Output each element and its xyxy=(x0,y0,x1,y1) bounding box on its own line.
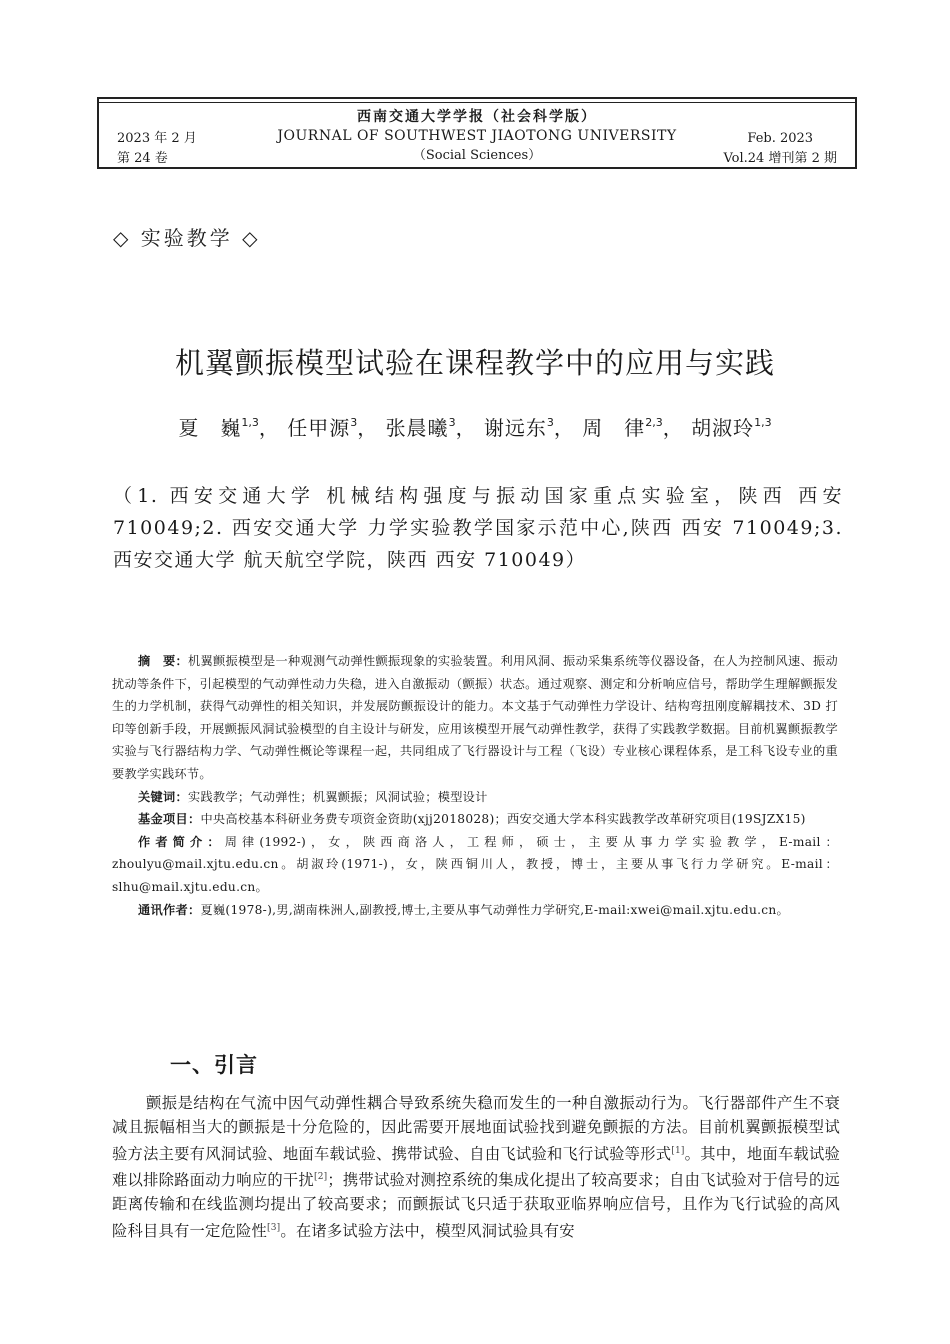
journal-header xyxy=(97,97,857,169)
header-right xyxy=(723,129,837,169)
author-separator: ， xyxy=(258,416,280,440)
keywords xyxy=(112,786,838,809)
issue-date-en: Feb. 2023 xyxy=(747,131,814,146)
author-separator: ， xyxy=(662,416,684,440)
abstract-block xyxy=(112,650,838,921)
funding-label: 基金项目： xyxy=(138,812,201,827)
journal-name-en: JOURNAL OF SOUTHWEST JIAOTONG UNIVERSITY xyxy=(277,128,677,144)
corresponding-author xyxy=(112,899,838,922)
keywords-text: 实践教学；气动弹性；机翼颤振；风洞试验；模型设计 xyxy=(187,789,488,804)
issue-date-cn: 2023 年 2 月 xyxy=(117,131,197,146)
author-separator: ， xyxy=(357,416,379,440)
author-list xyxy=(60,412,890,441)
keywords-label: 关键词： xyxy=(138,789,188,804)
author-affil-sup: 3 xyxy=(546,416,554,429)
author-separator: ， xyxy=(455,416,477,440)
body-text-run: 。其中，地面车载试验难以排除路面动力响应的干扰 xyxy=(112,1144,840,1190)
author-affil-sup: 1,3 xyxy=(754,416,772,429)
column-tag: ◇ 实验教学 ◇ xyxy=(113,226,261,250)
author-name: 谢远东 xyxy=(483,416,547,440)
author-affil-sup: 3 xyxy=(448,416,456,429)
citation-link[interactable]: [2] xyxy=(313,1172,328,1183)
body-text-run: 。在诸多试验方法中，模型风洞试验具有安 xyxy=(280,1221,575,1240)
article-title: 机翼颤振模型试验在课程教学中的应用与实践 xyxy=(174,346,775,381)
journal-name-cn: 西南交通大学学报（社会科学版） xyxy=(357,109,597,125)
citation-link[interactable]: [3] xyxy=(266,1222,281,1233)
citation-link[interactable]: [1] xyxy=(671,1145,685,1156)
body-paragraph xyxy=(112,1092,840,1244)
author-name: 夏 巍 xyxy=(178,416,242,440)
author-affil-sup: 1,3 xyxy=(241,416,259,429)
funding xyxy=(112,808,838,831)
author-name: 胡淑玲 xyxy=(691,416,755,440)
corresponding-text: 夏巍(1978-),男,湖南株洲人,副教授,博士,主要从事气动弹性力学研究,E-mail:xwei@mail.xjtu.edu.cn。 xyxy=(200,902,790,917)
body-text xyxy=(112,1092,840,1244)
header-center xyxy=(259,107,695,165)
header-rule xyxy=(99,102,855,103)
author-name: 任甲源 xyxy=(287,416,351,440)
funding-text: 中央高校基本科研业务费专项资金资助(xjj2018028)；西安交通大学本科实践教学改革研究项目(19SJZX15) xyxy=(200,812,806,827)
body-text-run: 颤振是结构在气流中因气动弹性耦合导致系统失稳而发生的一种自激振动行为。飞行器部件产生不衰减且振幅相当大的颤振是十分危险的，因此需要开展地面试验找到避免颤振的方法。目前机翼颤振模型试验方法主要有风洞试验、地面车载试验、携带试验、自由飞试验和飞行试验等形式 xyxy=(112,1094,840,1163)
abstract-text: 机翼颤振模型是一种观测气动弹性颤振现象的实验装置。利用风洞、振动采集系统等仪器设备，在人为控制风速、振动扰动等条件下，引起模型的气动弹性动力失稳，进入自激振动（颤振）状态。通过观察、测定和分析响应信号，帮助学生理解颤振发生的力学机制，获得气动弹性的相关知识，并发展防颤振设计的能力。本文基于气动弹性力学设计、结构弯扭刚度解耦技术、3D 打印等创新手段，开展颤振风洞试验模型的自主设计与研发，应用该模型开展气动弹性教学，获得了实践教学数据。目前机翼颤振教学实验与飞行器结构力学、气动弹性概论等课程一起，共同组成了飞行器设计与工程（飞设）专业核心课程体系，是工科飞设专业的重要教学实践环节。 xyxy=(112,654,838,781)
author-name: 张晨曦 xyxy=(385,416,449,440)
author-bio xyxy=(112,831,838,899)
bio-text: 周律(1992-)，女，陕西商洛人，工程师，硕士，主要从事力学实验教学，E-mail：zhoulyu@mail.xjtu.edu.cn。胡淑玲(1971-)，女，陕西铜川人，教授，博士，主要从事飞行力学研究。E-mail：slhu@mail.xjtu.edu.cn。 xyxy=(112,834,839,894)
affiliation: （1. 西安交通大学 机械结构强度与振动国家重点实验室，陕西 西安 710049;2. 西安交通大学 力学实验教学国家示范中心,陕西 西安 710049;3. 西安交通大学 航天航空学院，陕西 西安 710049） xyxy=(113,485,843,571)
author-affil-sup: 2,3 xyxy=(645,416,663,429)
author-separator: ， xyxy=(553,416,575,440)
header-left xyxy=(117,129,197,169)
author-name: 周 律 xyxy=(582,416,646,440)
volume-cn: 第 24 卷 xyxy=(117,151,168,166)
abstract xyxy=(112,650,838,786)
abstract-label: 摘 要： xyxy=(138,654,188,668)
corresponding-label: 通讯作者： xyxy=(138,902,201,917)
author-affil-sup: 3 xyxy=(350,416,358,429)
section-heading: 一、引言 xyxy=(170,1053,258,1078)
journal-subtitle: （Social Sciences） xyxy=(412,148,542,163)
volume-en: Vol.24 增刊第 2 期 xyxy=(723,151,837,166)
bio-label: 作者简介： xyxy=(138,834,225,849)
body-text-run: ；携带试验对测控系统的集成化提出了较高要求；自由飞试验对于信号的远距离传输和在线监测均提出了较高要求；而颤振试飞只适于获取亚临界响应信号，且作为飞行试验的高风险科目具有一定危险性 xyxy=(112,1171,840,1240)
